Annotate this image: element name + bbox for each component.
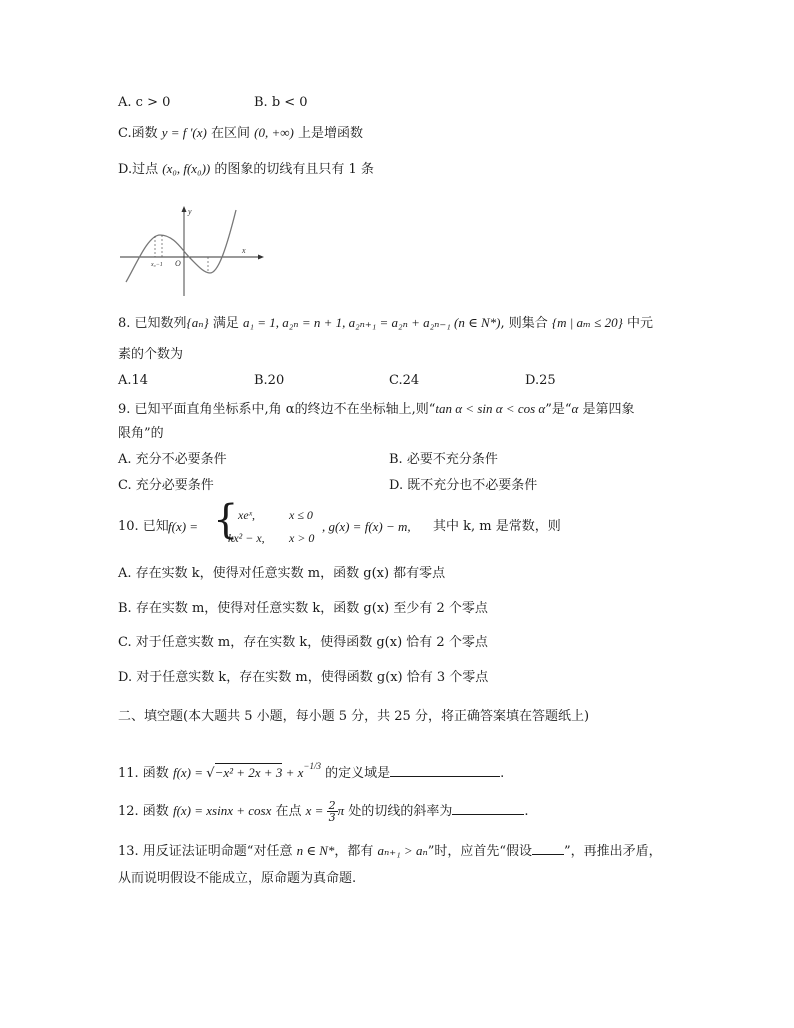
q8-sequence: {aₙ} [186,315,209,330]
q9-option-c: C. 充分必要条件 [118,478,214,493]
q13-stem [118,842,662,861]
q8-stem-line2: 素的个数为 [118,347,184,362]
q10-option-a: A. 存在实数 k，使得对任意实数 m，函数 g(x) 都有零点 [118,566,446,581]
q7-option-c-suffix: 上是增函数 [293,126,363,141]
q7-function-graph [118,200,268,300]
q10-g-def: , g(x) = f(x) − m, [322,519,411,534]
q7-option-c-mid: 在区间 [206,126,255,141]
q9-option-b: B. 必要不充分条件 [389,452,498,467]
q7-option-d-point: (x₀, f(x₀)) [162,161,211,176]
q10-f-label: f(x) = [168,519,199,534]
q9-stem [118,400,635,419]
q10-case1-cond: x ≤ 0 [289,508,313,522]
q12-frac-den: 3 [328,811,336,824]
q12-function: f(x) = xsinx + cosx [172,803,272,818]
q8-option-c: C.24 [389,373,420,388]
q13-stem-line2: 从而说明假设不能成立，原命题为真命题. [118,871,357,886]
y-axis-label: y [188,207,192,216]
q8-recurrence: a₁ = 1, a₂ₙ = n + 1, a₂ₙ₊₁ = a₂ₙ + a₂ₙ₋₁ (n ∈ N*) [242,315,501,330]
q7-option-d-suffix: 的图象的切线有且只有 1 条 [210,162,374,177]
q12-fraction [327,800,338,823]
q7-option-c-math: y = f '(x) [161,125,207,140]
q11-stem: 11. 函数 $f(x) = √-x^2 + 2x + 3 + x^{-1/3}$ 的定义域是 . [118,761,505,781]
q7-option-c-prefix: C.函数 [118,126,162,141]
x-axis-label: x [242,246,246,255]
q8-option-d: D.25 [525,373,556,388]
origin-label: O [175,259,181,268]
q7-option-c-interval: (0, +∞) [254,125,294,140]
section-heading: 二、填空题(本大题共 5 小题，每小题 5 分，共 25 分，将正确答案填在答题纸上) [118,709,590,724]
q7-option-a: A. c > 0 [118,95,171,110]
q9-option-a: A. 充分不必要条件 [118,452,227,467]
q13-inequality: aₙ₊₁ > aₙ [377,843,428,858]
q7-option-c [118,124,363,143]
tick-label: x₀−1 [151,262,163,268]
q12-prefix: 12. 函数 [118,804,173,819]
q12-answer-blank[interactable] [452,802,524,815]
q7-option-d [118,160,374,179]
q13-mid: ，都有 [334,844,378,859]
q9-option-d: D. 既不充分也不必要条件 [389,478,538,493]
q12-suffix: 处的切线的斜率为 [344,804,453,819]
q8-stem [118,314,653,333]
q12-frac-num: 2 [328,799,336,812]
q11-plus-x: + x [282,765,304,780]
q10-prefix: 10. 已知 [118,519,169,534]
q11-suffix: 的定义域是 [320,766,391,781]
q12-stem: 12. 函数 f(x) = xsinx + cosx 在点 x = $\frac{2}{3}$ π 处的切线的斜率为 . [118,799,529,824]
q12-mid: 在点 [271,804,306,819]
q8-post1: , 则集合 [500,316,552,331]
q13-prefix: 13. 用反证法证明命题“对任意 [118,844,297,859]
q12-x-eq: x = [305,803,327,818]
q8-prefix: 8. 已知数列 [118,316,187,331]
q13-post1: ”时，应首先“假设 [427,844,533,859]
q11-radicand: −x² + 2x + 3 [214,765,283,780]
q11-sqrt-sign: √ [206,766,215,781]
q8-set: {m | aₘ ≤ 20} [551,315,623,330]
q9-inequality: tan α < sin α < cos α [435,401,546,416]
q7-option-b: B. b < 0 [254,95,308,110]
q10-piecewise-brace: { [213,497,239,543]
y-axis-arrow [182,206,187,212]
q10-case2-cond: x > 0 [289,531,315,545]
q11-answer-blank[interactable] [390,764,500,777]
x-axis-arrow [258,255,264,260]
q10-option-b: B. 存在实数 m，使得对任意实数 k，函数 g(x) 至少有 2 个零点 [118,601,488,616]
q13-answer-blank[interactable] [532,842,564,855]
q13-post2: ”，再推出矛盾， [564,844,662,859]
cubic-curve [126,210,236,282]
q10-case1-expr: xeˣ, [238,508,256,522]
q13-n: n ∈ N* [296,843,335,858]
q8-option-b: B.20 [254,373,285,388]
q9-stem-line2: 限角”的 [118,426,164,441]
q10-option-d: D. 对于任意实数 k，存在实数 m，使得函数 g(x) 恰有 3 个零点 [118,670,489,685]
q10-suffix: 其中 k, m 是常数，则 [433,519,561,534]
q11-prefix: 11. 函数 [118,766,173,781]
q8-post2: 中元 [622,316,653,331]
q9-post: 是第四象 [578,402,635,417]
q7-option-d-prefix: D.过点 [118,162,163,177]
q10-case2-expr: kx² − x, [228,531,265,545]
q9-mid: ”是“ [545,402,572,417]
q11-f: f(x) = [172,765,207,780]
q12-pi: π [337,803,345,818]
q8-mid: 满足 [208,316,243,331]
q11-exponent: −1/3 [303,761,321,771]
q9-alpha: α [571,401,579,416]
q10-option-c: C. 对于任意实数 m，存在实数 k，使得函数 g(x) 恰有 2 个零点 [118,635,488,650]
q9-prefix: 9. 已知平面直角坐标系中,角 α的终边不在坐标轴上,则“ [118,402,436,417]
q8-option-a: A.14 [118,373,149,388]
